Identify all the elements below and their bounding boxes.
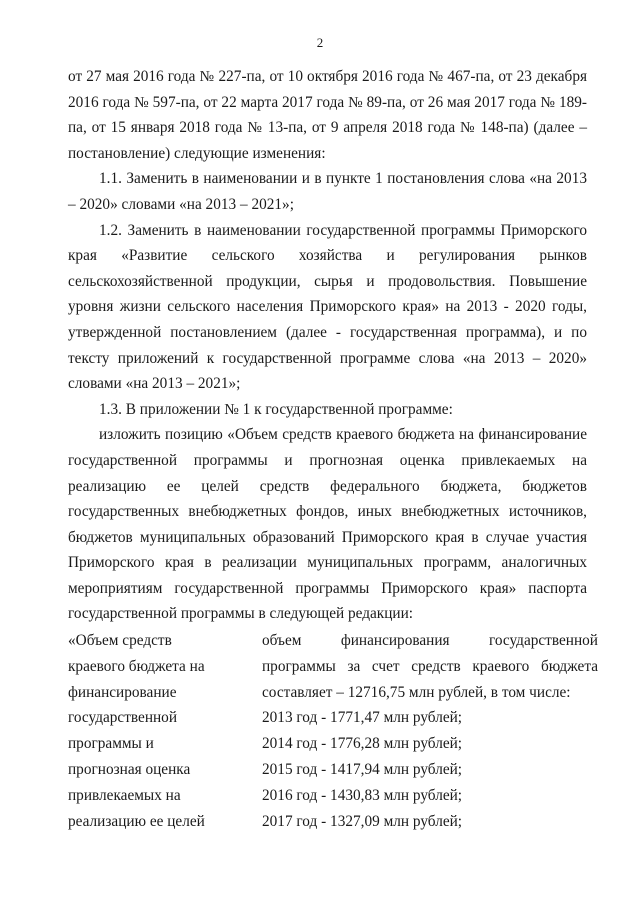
year-line: 2015 год - 1417,94 млн рублей; <box>262 760 463 778</box>
left-line: прогнозная оценка <box>68 760 191 778</box>
year-line: 2016 год - 1430,83 млн рублей; <box>262 786 463 804</box>
left-line: программы и <box>68 735 154 753</box>
intro-paragraph: от 27 мая 2016 года № 227-па, от 10 октября 2016 года № 467-па, от 23 декабря 2016 года № 597-па, от 22 марта 2017 года № 89-па, от 26 мая 2017 года № 189-па, от 15 января 2018 года № 13-па, от 9 апреля 2018 года № 148-па) (далее – постановление) следующие изменения: <box>68 68 587 162</box>
year-line: 2014 год - 1776,28 млн рублей; <box>262 735 463 753</box>
item-1-1: 1.1. Заменить в наименовании и в пункте 1 постановления слова «на 2013 – 2020» словами «на 2013 – 2021»; <box>68 170 587 213</box>
item-1-3-text: изложить позицию «Объем средств краевого бюджета на финансирование государственной программы и прогнозная оценка привлекаемых на реализацию ее целей средств федерального бюджета, бюджетов государственных внебюджетных фондов, иных внебюджетных источников, бюджетов муниципальных образований Приморского края в случае участия Приморского края в реализации муниципальных программ, аналогичных мероприятиям государственной программы Приморского края» паспорта государственной программы в следующей редакции: <box>68 426 587 623</box>
left-line: привлекаемых на <box>68 786 181 804</box>
year-line: 2013 год - 1771,47 млн рублей; <box>262 709 463 727</box>
item-1-3: 1.3. В приложении № 1 к государственной программе: <box>99 400 453 418</box>
passport-right-column <box>262 628 598 834</box>
year-line: 2017 год - 1327,09 млн рублей; <box>262 812 463 830</box>
left-line: реализацию ее целей <box>68 812 205 830</box>
left-line: финансирование <box>68 683 177 701</box>
left-line: краевого бюджета на <box>68 657 205 675</box>
funding-intro: объем финансирования государственной программы за счет средств краевого бюджета составляет – 12716,75 млн рублей, в том числе: <box>262 632 598 701</box>
left-line: «Объем средств <box>68 632 172 649</box>
page-number: 2 <box>316 35 324 50</box>
item-1-2: 1.2. Заменить в наименовании государственной программы Приморского края «Развитие сельского хозяйства и регулирования рынков сельскохозяйственной продукции, сырья и продовольствия. Повышение уровня жизни сельского населения Приморского края» на 2013 - 2020 годы, утвержденной постановлением (далее - государственная программа), и по тексту приложений к государственной программе слова «на 2013 – 2020» словами «на 2013 – 2021»; <box>68 221 587 393</box>
passport-left-column <box>68 628 248 834</box>
document-body <box>68 64 587 627</box>
left-line: государственной <box>68 709 178 727</box>
